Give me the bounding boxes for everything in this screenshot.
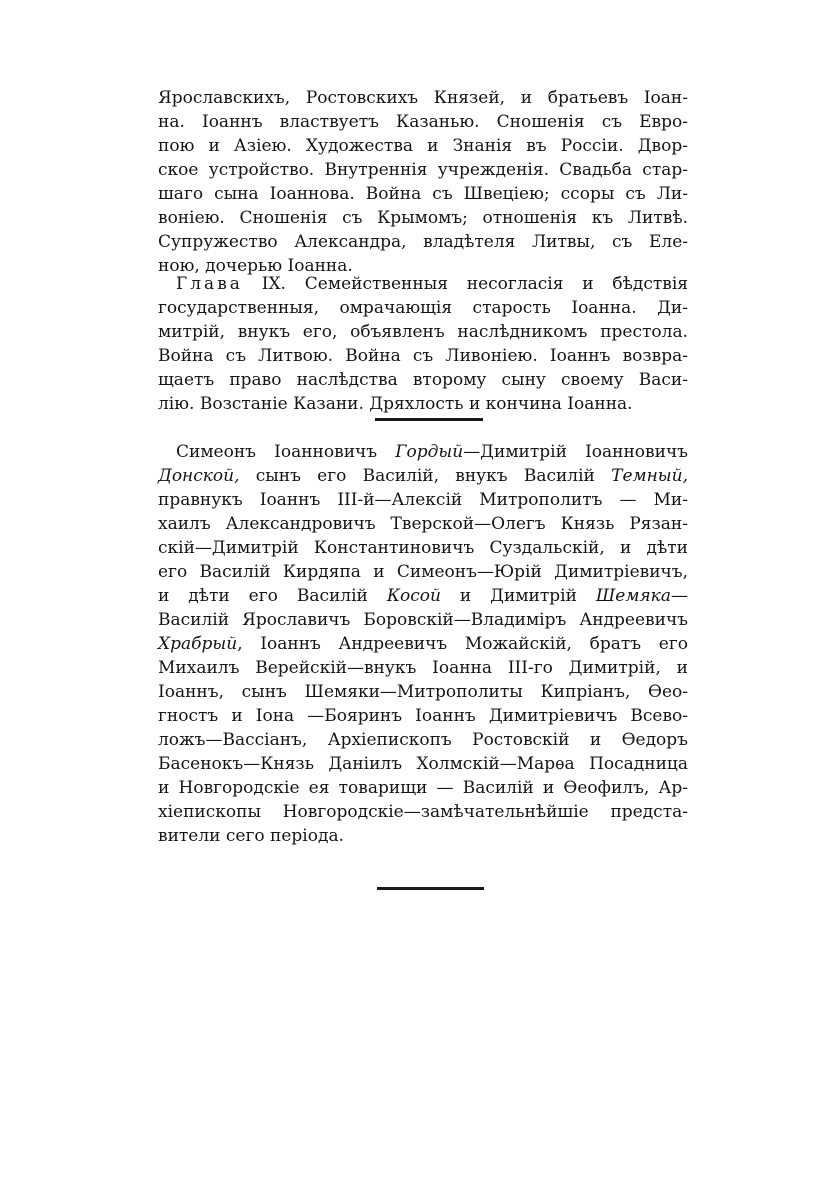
text-line: хаилъ Александровичъ Тверской—Олегъ Князь Рязан- [158,514,688,534]
text-line: Басенокъ—Князь Даніилъ Холмскій—Марѳа Посадница [158,754,688,774]
chapter-heading-line [158,272,688,296]
text-segment: и дѣти его Василій [158,586,387,606]
italic-epithet: Гордый [395,442,464,462]
text-line: шаго сына Іоаннова. Война съ Швеціею; ссоры съ Ли- [158,184,688,204]
text-line: ною, дочерью Іоанна. [158,256,353,276]
text-line: хіепископы Новгородскіе—замѣчательнѣйшіе предста- [158,802,688,822]
text-line: Василій Ярославичъ Боровскій—Владиміръ Андреевичъ [158,610,688,630]
text-line [158,440,688,464]
text-line [158,584,688,608]
chapter-ix-summary [158,272,688,416]
text-line: ское устройство. Внутреннія учрежденія. Свадьба стар- [158,160,688,180]
italic-epithet: Косой [386,586,441,606]
text-line: правнукъ Іоаннъ III-й—Алексій Митрополитъ — Ми- [158,490,688,510]
italic-epithet: Храбрый [158,634,238,654]
section-divider [375,418,483,421]
text-segment: Семейственныя несогласія и бѣдствія [304,274,689,294]
text-line: и Новгородскіе ея товарищи — Василій и Ѳеофилъ, Ар- [158,778,688,798]
section-divider [377,887,484,890]
text-line: Ярославскихъ, Ростовскихъ Князей, и братьевъ Іоан- [158,88,688,108]
italic-epithet: Темный, [611,466,688,486]
text-line: его Василій Кирдяпа и Симеонъ—Юрій Димитріевичъ, [158,562,688,582]
text-line: ложъ—Вассіанъ, Архіепископъ Ростовскій и Ѳедоръ [158,730,688,750]
chapter-summary [158,86,688,278]
text-line: Супружество Александра, владѣтеля Литвы, съ Еле- [158,232,688,252]
text-segment: и Димитрій [440,586,596,606]
text-line: на. Іоаннъ властвуетъ Казанью. Сношенія съ Евро- [158,112,688,132]
text-segment: , Іоаннъ Андреевичъ Можайскій, братъ его [237,634,688,654]
italic-epithet: Шемяка [595,586,671,606]
text-line: Война съ Литвою. Война съ Ливоніею. Іоаннъ возвра- [158,346,688,366]
italic-epithet: Донской, [158,466,240,486]
text-line [158,464,688,488]
text-line: Іоаннъ, сынъ Шемяки—Митрополиты Кипріанъ, Ѳео- [158,682,688,702]
text-segment: —Димитрій Іоанновичъ [463,442,689,462]
text-segment: сынъ его Василій, внукъ Василій [239,466,612,486]
text-line: лію. Возстаніе Казани. Дряхлость и кончина Іоанна. [158,394,633,414]
text-line: Михаилъ Верейскій—внукъ Іоанна III-го Димитрій, и [158,658,688,678]
text-line: гностъ и Іона —Бояринъ Іоаннъ Димитріевичъ Всево- [158,706,688,726]
notable-persons-paragraph [158,440,688,848]
text-line: скій—Димитрій Константиновичъ Суздальскій, и дѣти [158,538,688,558]
text-line: воніею. Сношенія съ Крымомъ; отношенія къ Литвѣ. [158,208,688,228]
text-line: пою и Азіею. Художества и Знанія въ Россіи. Двор- [158,136,688,156]
text-line [158,632,688,656]
chapter-label: Глава [176,274,243,294]
text-line: вители сего періода. [158,826,344,846]
chapter-number: IX. [261,274,286,294]
text-line: государственныя, омрачающія старость Іоанна. Ди- [158,298,688,318]
text-segment: — [670,586,688,606]
text-line: щаетъ право наслѣдства второму сыну своему Васи- [158,370,688,390]
text-segment: Симеонъ Іоанновичъ [176,442,396,462]
text-line: митрій, внукъ его, объявленъ наслѣдникомъ престола. [158,322,688,342]
